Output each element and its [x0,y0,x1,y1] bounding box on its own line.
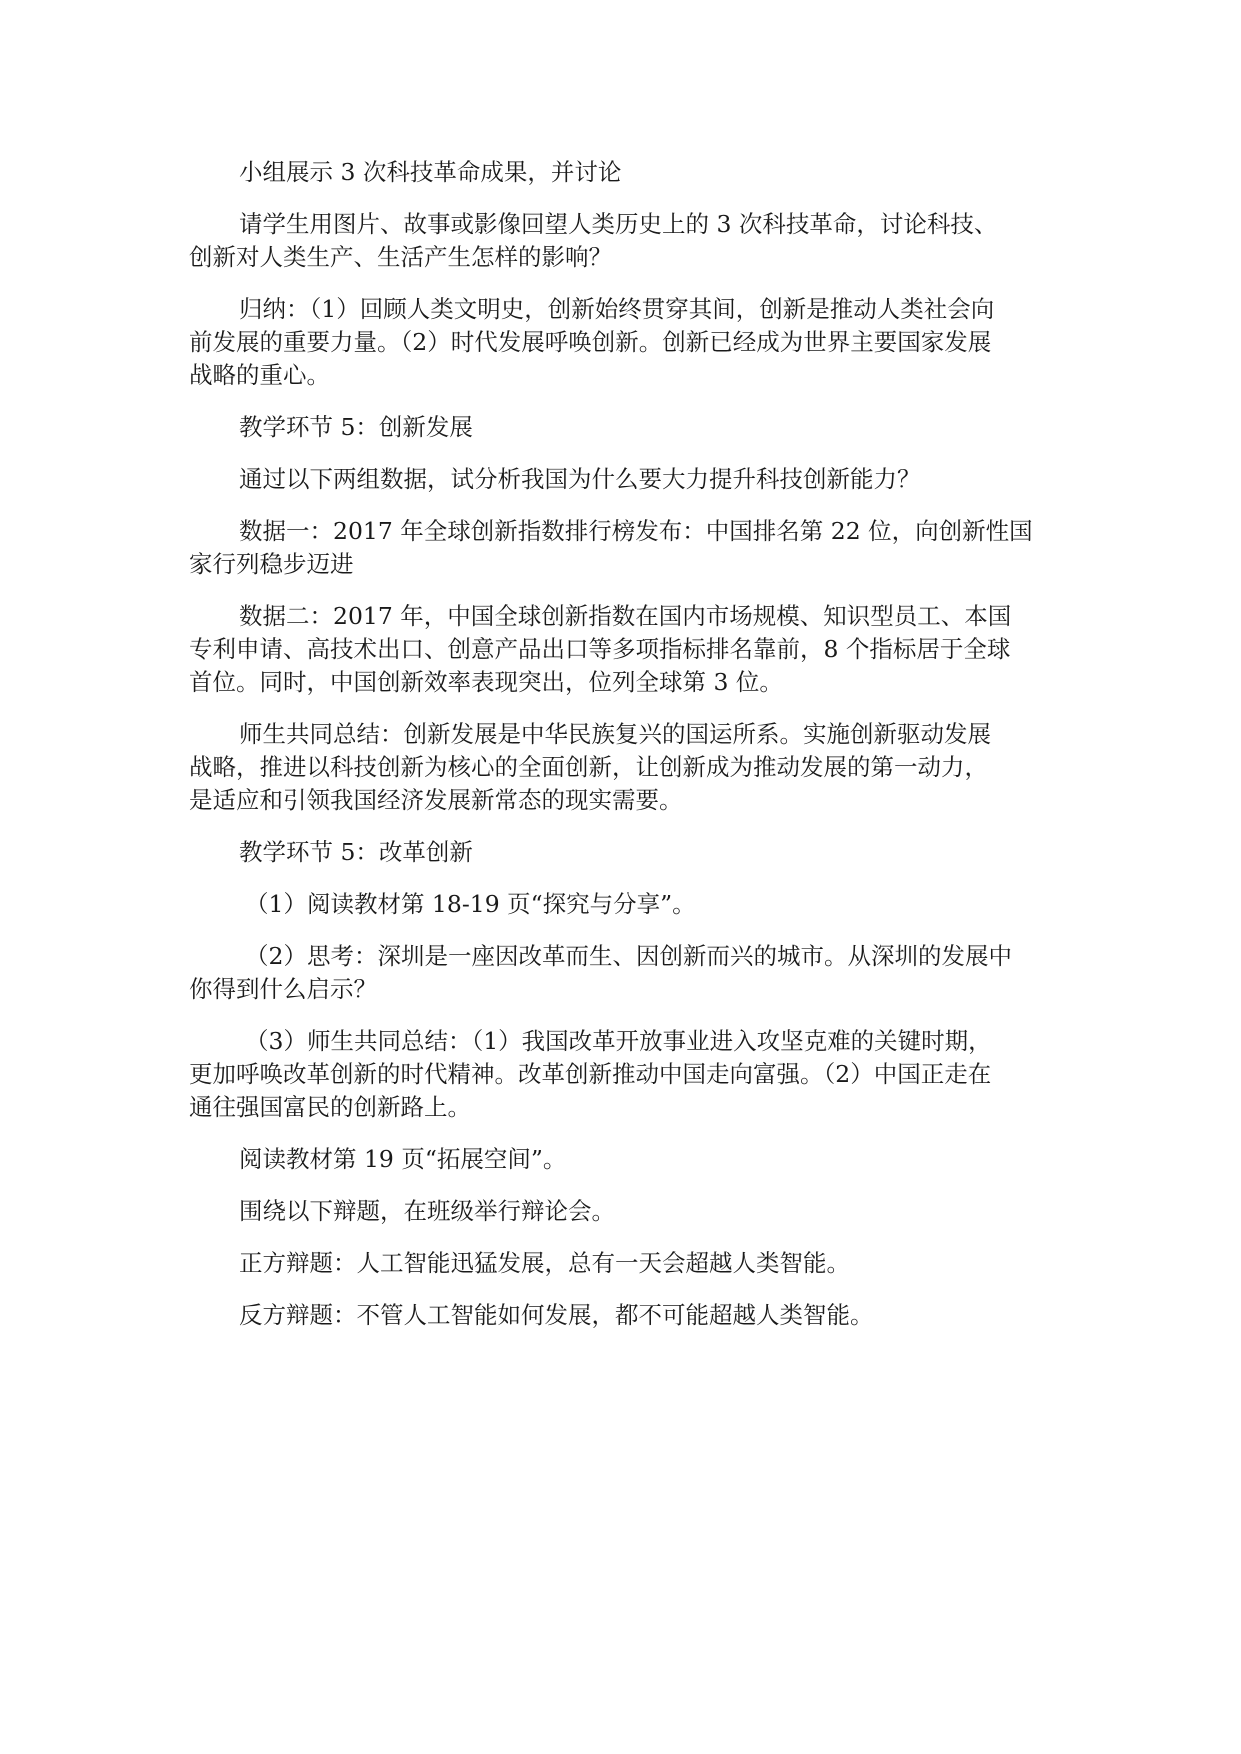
section-heading: 教学环节 5：改革创新 [239,838,473,866]
document-body [189,156,1049,1351]
paragraph-extension-reading [189,1143,1049,1176]
paragraph-line: 数据二：2017 年，中国全球创新指数在国内市场规模、知识型员工、本国 [239,602,1012,630]
paragraph-joint-summary [189,1025,1049,1124]
paragraph-line: 小组展示 3 次科技革命成果，并讨论 [239,158,622,186]
paragraph-line: 正方辩题：人工智能迅猛发展，总有一天会超越人类智能。 [239,1249,850,1277]
paragraph-debate-intro [189,1195,1049,1228]
paragraph-negative-topic [189,1299,1049,1332]
paragraph-question [189,463,1049,496]
paragraph-reading-task [189,888,1049,921]
paragraph-line: （3）师生共同总结：（1）我国改革开放事业进入攻坚克难的关键时期， [245,1027,992,1055]
paragraph-line: 围绕以下辩题，在班级举行辩论会。 [239,1197,615,1225]
paragraph-line: 专利申请、高技术出口、创意产品出口等多项指标排名靠前，8 个指标居于全球 [189,635,1011,663]
paragraph-line: 创新对人类生产、生活产生怎样的影响？ [189,243,612,271]
paragraph-line: （1）阅读教材第 18-19 页“探究与分享”。 [245,890,696,918]
paragraph-teacher-summary [189,718,1049,817]
paragraph-group-showcase [189,156,1049,189]
section-heading-innovation-development [189,411,1049,444]
paragraph-line: 家行列稳步迈进 [189,550,354,578]
paragraph-shenzhen-thinking [189,940,1049,1006]
paragraph-line: 请学生用图片、故事或影像回望人类历史上的 3 次科技革命，讨论科技、 [239,210,998,238]
paragraph-line: 数据一：2017 年全球创新指数排行榜发布：中国排名第 22 位，向创新性国 [239,517,1033,545]
paragraph-affirmative-topic [189,1247,1049,1280]
paragraph-line: 反方辩题：不管人工智能如何发展，都不可能超越人类智能。 [239,1301,874,1329]
paragraph-data-two [189,600,1049,699]
paragraph-student-task [189,208,1049,274]
paragraph-line: 通过以下两组数据，试分析我国为什么要大力提升科技创新能力？ [239,465,921,493]
paragraph-line: （2）思考：深圳是一座因改革而生、因创新而兴的城市。从深圳的发展中 [245,942,1012,970]
paragraph-summary [189,293,1049,392]
paragraph-line: 阅读教材第 19 页“拓展空间”。 [239,1145,567,1173]
paragraph-line: 更加呼唤改革创新的时代精神。改革创新推动中国走向富强。（2）中国正走在 [189,1060,992,1088]
section-heading-reform-innovation [189,836,1049,869]
paragraph-line: 归纳：（1）回顾人类文明史，创新始终贯穿其间，创新是推动人类社会向 [239,295,995,323]
section-heading: 教学环节 5：创新发展 [239,413,473,441]
paragraph-line: 你得到什么启示？ [189,975,377,1003]
paragraph-line: 前发展的重要力量。（2）时代发展呼唤创新。创新已经成为世界主要国家发展 [189,328,992,356]
paragraph-line: 通往强国富民的创新路上。 [189,1093,471,1121]
paragraph-data-one [189,515,1049,581]
paragraph-line: 师生共同总结：创新发展是中华民族复兴的国运所系。实施创新驱动发展 [239,720,991,748]
paragraph-line: 是适应和引领我国经济发展新常态的现实需要。 [189,786,683,814]
paragraph-line: 首位。同时，中国创新效率表现突出，位列全球第 3 位。 [189,668,783,696]
paragraph-line: 战略的重心。 [189,361,330,389]
paragraph-line: 战略，推进以科技创新为核心的全面创新，让创新成为推动发展的第一动力， [189,753,988,781]
